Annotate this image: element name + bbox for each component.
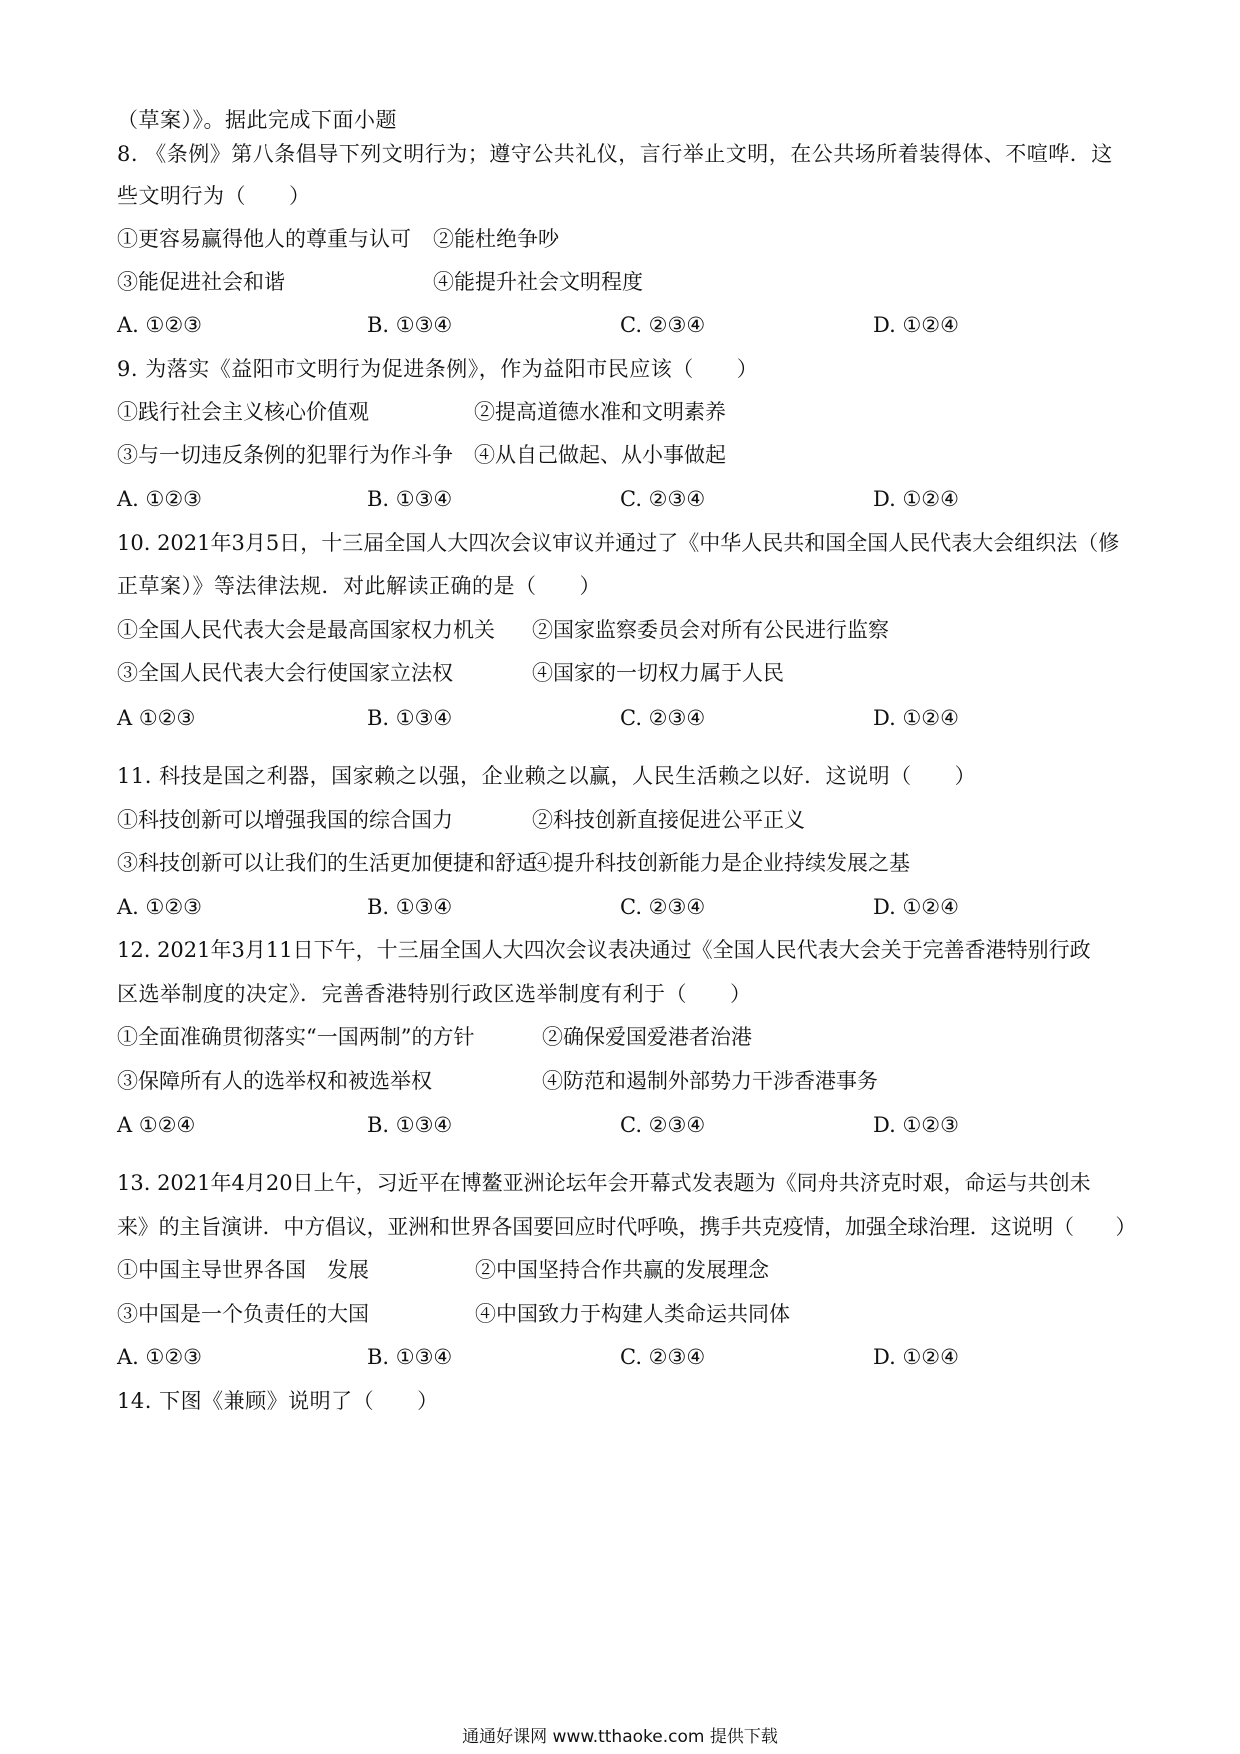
question-10-item-1: ①全国人民代表大会是最高国家权力机关 (117, 618, 495, 642)
question-11-item-2: ②科技创新直接促进公平正义 (532, 808, 805, 832)
question-11-options (117, 893, 1127, 921)
question-10-item-4: ④国家的一切权力属于人民 (532, 661, 784, 685)
question-11-option-c[interactable]: C. ②③④ (620, 895, 706, 919)
question-11-option-b[interactable]: B. ①③④ (367, 895, 453, 919)
question-12-item-2: ②确保爱国爱港者治港 (542, 1025, 752, 1049)
question-11-items-row-2 (117, 849, 1127, 877)
question-9-item-4: ④从自己做起、从小事做起 (474, 443, 726, 467)
question-14-stem-line-1: 14. 下图《兼顾》说明了（ ） (117, 1389, 439, 1413)
question-8-option-a[interactable]: A. ①②③ (117, 313, 202, 337)
question-12-option-c[interactable]: C. ②③④ (620, 1113, 706, 1137)
question-9-items-row-1 (117, 398, 1127, 426)
question-10-option-c[interactable]: C. ②③④ (620, 706, 706, 730)
question-12-item-1: ①全面准确贯彻落实“一国两制”的方针 (117, 1025, 475, 1049)
question-13-item-2: ②中国坚持合作共赢的发展理念 (475, 1258, 769, 1282)
question-8-stem-line-2: 些文明行为（ ） (117, 184, 311, 208)
question-10-options (117, 704, 1127, 732)
question-13-stem-line-2: 来》的主旨演讲．中方倡议，亚洲和世界各国要回应时代呼唤，携手共克疫情，加强全球治理．这说明（ ） (117, 1215, 1137, 1239)
question-9-option-c[interactable]: C. ②③④ (620, 487, 706, 511)
question-12-options (117, 1111, 1127, 1139)
question-11-item-3: ③科技创新可以让我们的生活更加便捷和舒适 (117, 851, 537, 875)
question-8-stem-line-1: 8. 《条例》第八条倡导下列文明行为；遵守公共礼仪，言行举止文明，在公共场所着装得体、不喧哗．这 (117, 142, 1113, 166)
question-10-items-row-2 (117, 659, 1127, 687)
question-8-item-3: ③能促进社会和谐 (117, 270, 285, 294)
intro-tail-text: （草案）》。据此完成下面小题 (117, 108, 397, 132)
question-13-item-1: ①中国主导世界各国 发展 (117, 1258, 369, 1282)
question-13-options (117, 1343, 1127, 1371)
question-13-items-row-2 (117, 1300, 1127, 1328)
question-8-option-b[interactable]: B. ①③④ (367, 313, 453, 337)
question-12-option-d[interactable]: D. ①②③ (873, 1113, 959, 1137)
question-9-item-3: ③与一切违反条例的犯罪行为作斗争 (117, 443, 453, 467)
question-9-option-b[interactable]: B. ①③④ (367, 487, 453, 511)
question-13-items-row-1 (117, 1256, 1127, 1284)
question-12-stem-line-2: 区选举制度的决定》．完善香港特别行政区选举制度有利于（ ） (117, 982, 752, 1006)
question-11-item-4: ④提升科技创新能力是企业持续发展之基 (532, 851, 910, 875)
question-11-stem-line-1: 11. 科技是国之利器，国家赖之以强，企业赖之以赢，人民生活赖之以好．这说明（ ） (117, 764, 977, 788)
question-9-items-row-2 (117, 441, 1127, 469)
page-footer-watermark: 通通好课网 www.tthaoke.com 提供下载 (462, 1727, 778, 1747)
question-8-item-1: ①更容易赢得他人的尊重与认可 (117, 227, 411, 251)
question-10-option-b[interactable]: B. ①③④ (367, 706, 453, 730)
question-10-items-row-1 (117, 616, 1127, 644)
question-8-options (117, 311, 1127, 339)
question-12-item-4: ④防范和遏制外部势力干涉香港事务 (542, 1069, 878, 1093)
question-11-option-d[interactable]: D. ①②④ (873, 895, 959, 919)
question-9-option-a[interactable]: A. ①②③ (117, 487, 202, 511)
question-11-items-row-1 (117, 806, 1127, 834)
question-12-option-a[interactable]: A ①②④ (117, 1113, 196, 1137)
question-12-stem-line-1: 12. 2021年3月11日下午，十三届全国人大四次会议表决通过《全国人民代表大会关于完善香港特别行政 (117, 938, 1091, 962)
question-12-items-row-2 (117, 1067, 1127, 1095)
question-13-stem-line-1: 13. 2021年4月20日上午，习近平在博鳌亚洲论坛年会开幕式发表题为《同舟共济克时艰，命运与共创未 (117, 1171, 1091, 1195)
question-13-option-a[interactable]: A. ①②③ (117, 1345, 202, 1369)
question-12-items-row-1 (117, 1023, 1127, 1051)
question-10-item-3: ③全国人民代表大会行使国家立法权 (117, 661, 453, 685)
question-8-option-d[interactable]: D. ①②④ (873, 313, 959, 337)
question-9-item-1: ①践行社会主义核心价值观 (117, 400, 369, 424)
question-13-option-c[interactable]: C. ②③④ (620, 1345, 706, 1369)
question-8-item-4: ④能提升社会文明程度 (433, 270, 643, 294)
question-9-stem-line-1: 9. 为落实《益阳市文明行为促进条例》，作为益阳市民应该（ ） (117, 357, 759, 381)
question-13-option-d[interactable]: D. ①②④ (873, 1345, 959, 1369)
question-9-options (117, 485, 1127, 513)
question-10-item-2: ②国家监察委员会对所有公民进行监察 (532, 618, 889, 642)
question-10-option-d[interactable]: D. ①②④ (873, 706, 959, 730)
question-11-option-a[interactable]: A. ①②③ (117, 895, 202, 919)
question-9-option-d[interactable]: D. ①②④ (873, 487, 959, 511)
question-8-items-row-2 (117, 268, 1127, 296)
question-10-stem-line-2: 正草案）》等法律法规．对此解读正确的是（ ） (117, 574, 601, 598)
question-8-item-2: ②能杜绝争吵 (433, 227, 559, 251)
question-13-item-4: ④中国致力于构建人类命运共同体 (475, 1302, 790, 1326)
question-10-stem-line-1: 10. 2021年3月5日，十三届全国人大四次会议审议并通过了《中华人民共和国全国人民代表大会组织法（修 (117, 531, 1120, 555)
question-13-option-b[interactable]: B. ①③④ (367, 1345, 453, 1369)
question-12-option-b[interactable]: B. ①③④ (367, 1113, 453, 1137)
question-10-option-a[interactable]: A ①②③ (117, 706, 196, 730)
question-11-item-1: ①科技创新可以增强我国的综合国力 (117, 808, 453, 832)
question-8-option-c[interactable]: C. ②③④ (620, 313, 706, 337)
question-12-item-3: ③保障所有人的选举权和被选举权 (117, 1069, 432, 1093)
question-9-item-2: ②提高道德水准和文明素养 (474, 400, 726, 424)
question-8-items-row-1 (117, 225, 1127, 253)
question-13-item-3: ③中国是一个负责任的大国 (117, 1302, 369, 1326)
